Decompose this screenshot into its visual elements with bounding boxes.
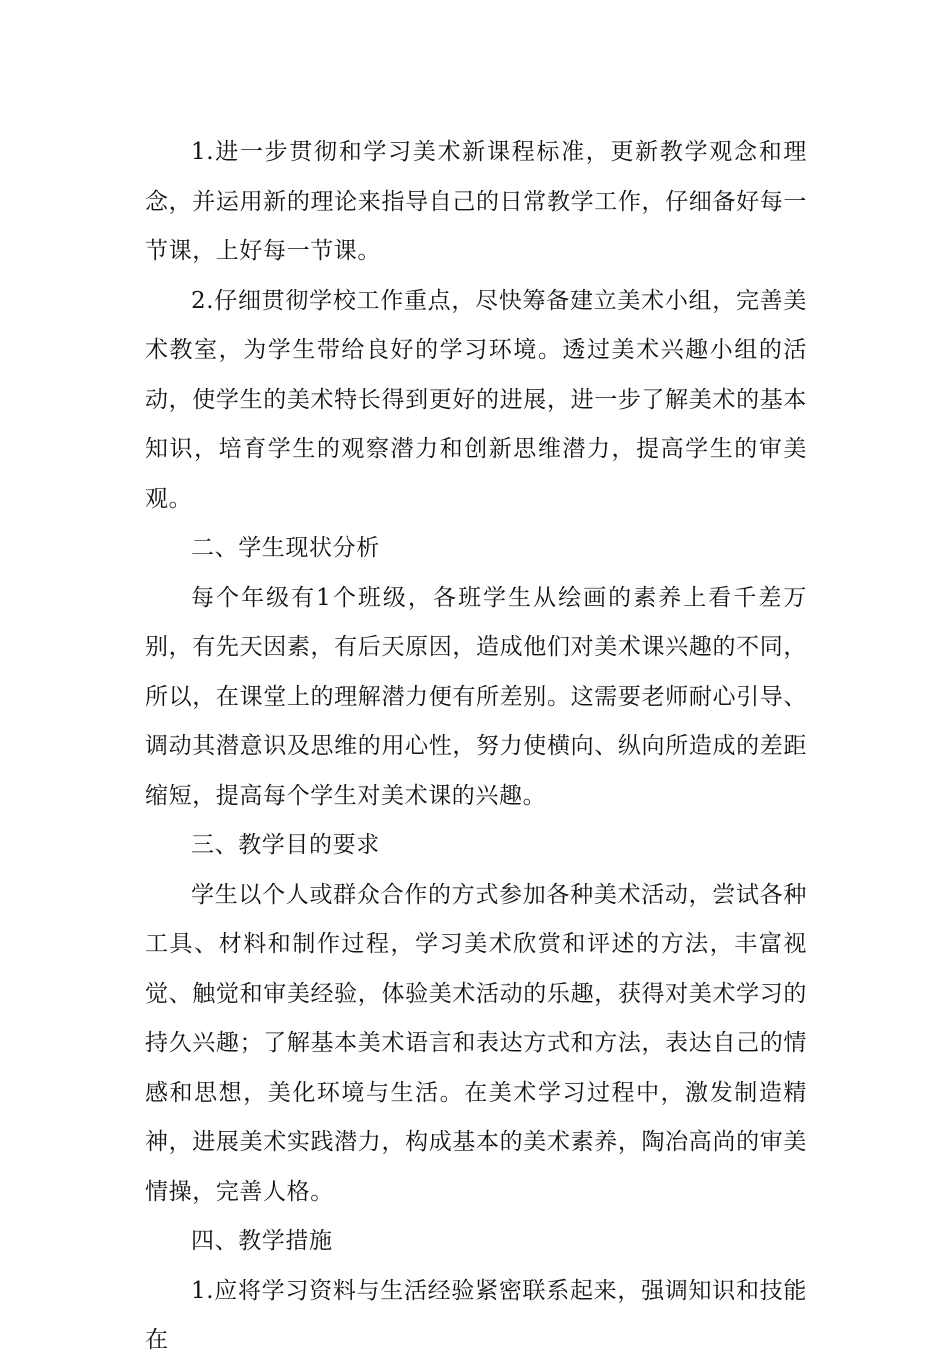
paragraph-3: 每个年级有1个班级，各班学生从绘画的素养上看千差万别，有先天因素，有后天原因，造成他们对美术课兴趣的不同，所以，在课堂上的理解潜力便有所差别。这需要老师耐心引导、调动其潜意识及思维的用心性，努力使横向、纵向所造成的差距缩短，提高每个学生对美术课的兴趣。 (145, 584, 807, 809)
paragraph-5: 1.应将学习资料与生活经验紧密联系起来，强调知识和技能在 (145, 1277, 807, 1353)
section-heading-teaching-measures: 四、教学措施 (191, 1228, 333, 1254)
document-body (145, 128, 807, 1366)
section-heading-student-analysis: 二、学生现状分析 (191, 535, 380, 561)
paragraph-2: 2.仔细贯彻学校工作重点，尽快筹备建立美术小组，完善美术教室，为学生带给良好的学习环境。透过美术兴趣小组的活动，使学生的美术特长得到更好的进展，进一步了解美术的基本知识，培育学生的观察潜力和创新思维潜力，提高学生的审美观。 (145, 287, 807, 512)
paragraph-4: 学生以个人或群众合作的方式参加各种美术活动，尝试各种工具、材料和制作过程，学习美术欣赏和评述的方法，丰富视觉、触觉和审美经验，体验美术活动的乐趣，获得对美术学习的持久兴趣；了解基本美术语言和表达方式和方法，表达自己的情感和思想，美化环境与生活。在美术学习过程中，激发制造精神，进展美术实践潜力，构成基本的美术素养，陶冶高尚的审美情操，完善人格。 (145, 881, 807, 1205)
section-heading-teaching-goals: 三、教学目的要求 (191, 832, 380, 858)
paragraph-1: 1.进一步贯彻和学习美术新课程标准，更新教学观念和理念，并运用新的理论来指导自己的日常教学工作，仔细备好每一节课，上好每一节课。 (145, 139, 807, 264)
